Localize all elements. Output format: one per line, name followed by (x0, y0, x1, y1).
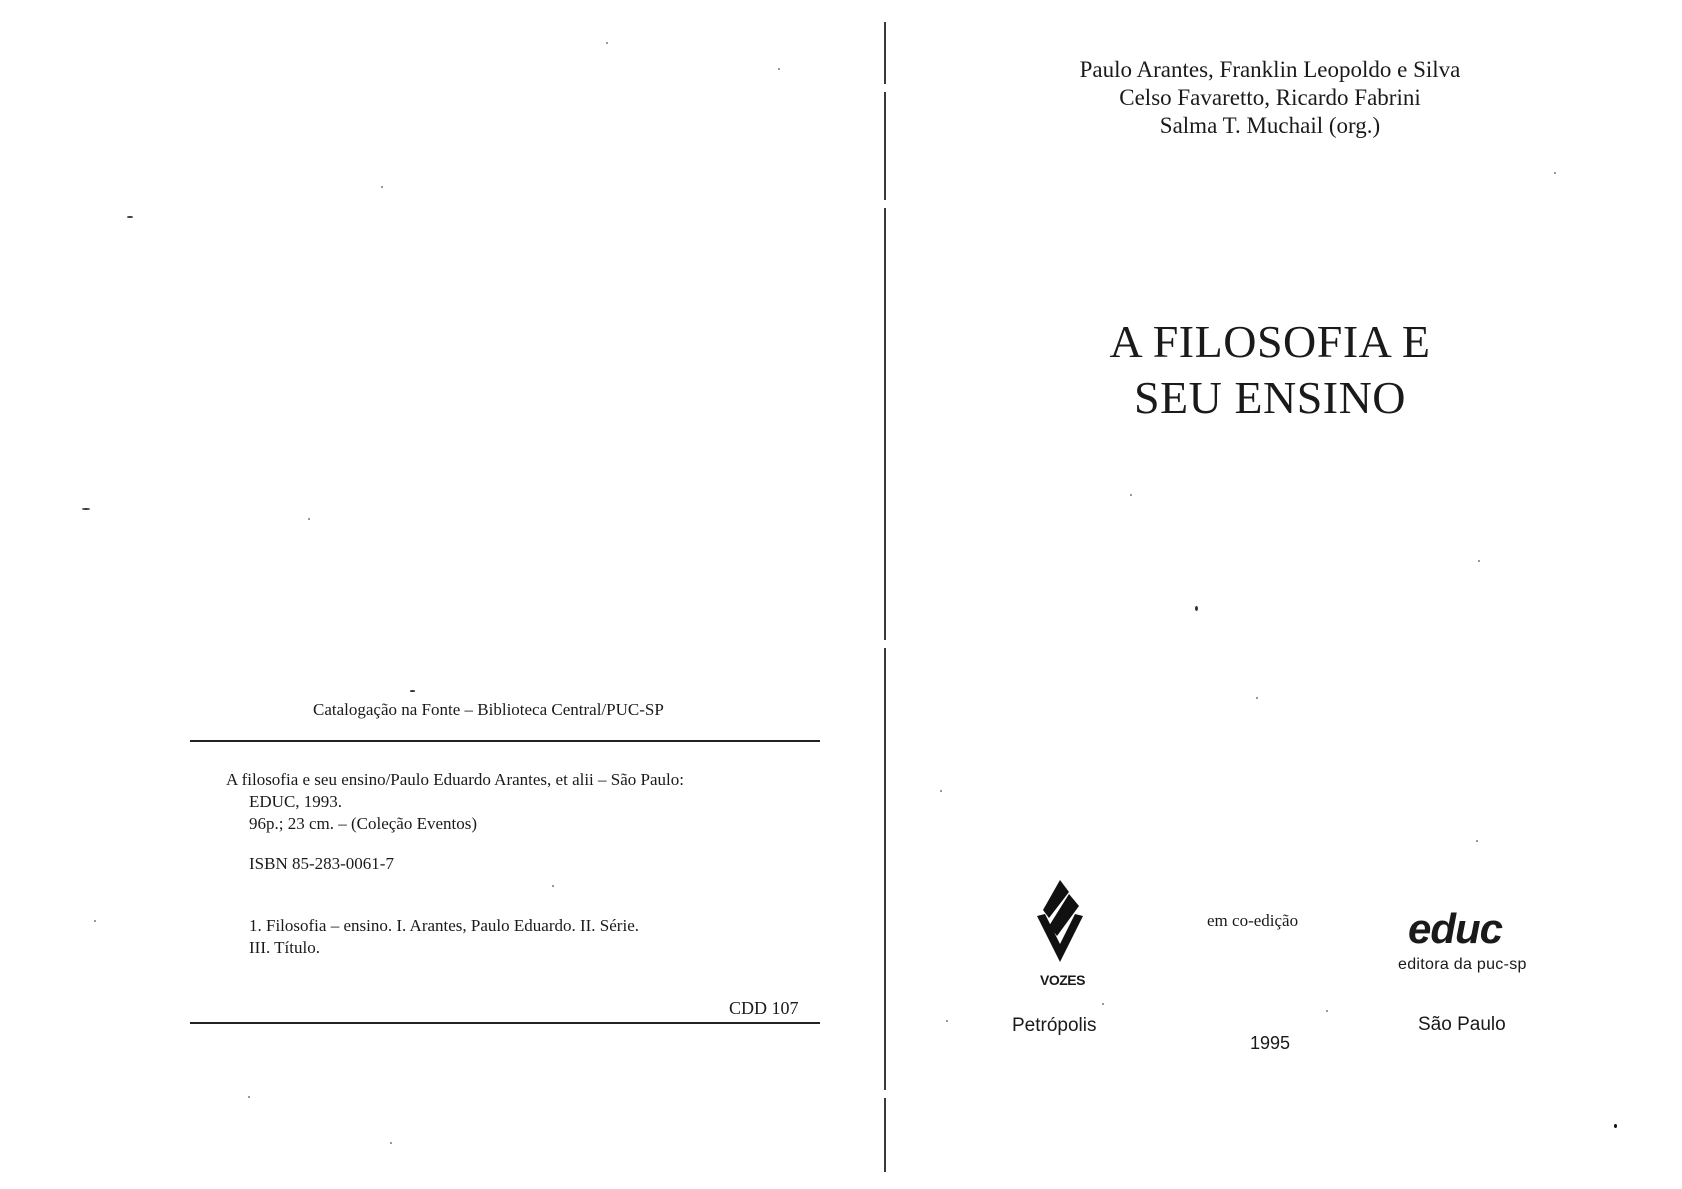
scan-speck (1478, 560, 1480, 562)
scan-speck (1195, 606, 1198, 611)
spine-gap (880, 640, 890, 648)
scan-speck (127, 216, 133, 218)
scan-speck (381, 186, 383, 188)
educ-logo-text: educ (1408, 905, 1503, 952)
city-petropolis: Petrópolis (1012, 1015, 1097, 1036)
cdd-number: CDD 107 (729, 998, 799, 1018)
city-sao-paulo: São Paulo (1418, 1014, 1506, 1035)
scan-speck (248, 1096, 250, 1098)
catalog-top-rule (190, 740, 820, 742)
catalog-header: Catalogação na Fonte – Biblioteca Central/PUC-SP (313, 700, 664, 719)
author-line: Salma T. Muchail (org.) (1159, 113, 1381, 138)
book-title (1000, 314, 1540, 426)
scan-speck (410, 690, 415, 692)
catalog-entry-line: A filosofia e seu ensino/Paulo Eduardo Arantes, et alii – São Paulo: (226, 770, 684, 789)
catalog-entry-line: 96p.; 23 cm. – (Coleção Eventos) (249, 814, 478, 833)
coedition-label: em co-edição (1207, 911, 1299, 930)
scan-speck (308, 518, 310, 520)
book-spine-line (884, 22, 886, 1172)
publication-year: 1995 (1250, 1033, 1291, 1053)
scan-speck (1554, 172, 1556, 174)
catalog-entry-line: EDUC, 1993. (249, 792, 343, 811)
scan-speck (390, 1142, 392, 1144)
educ-subtitle: editora da puc-sp (1398, 956, 1527, 973)
scan-speck (940, 790, 942, 792)
scan-speck (94, 920, 96, 922)
vozes-logo-text: VOZES (1040, 972, 1085, 988)
scan-speck (778, 68, 780, 70)
spine-gap (880, 84, 890, 92)
isbn: ISBN 85-283-0061-7 (249, 854, 394, 873)
title-line: A FILOSOFIA E (1109, 316, 1431, 367)
scan-speck (1256, 697, 1258, 699)
scan-speck (606, 42, 608, 44)
scan-speck (1476, 840, 1478, 842)
author-list (1000, 56, 1540, 140)
author-line: Paulo Arantes, Franklin Leopoldo e Silva (1079, 57, 1461, 82)
title-line: SEU ENSINO (1133, 372, 1407, 423)
scan-speck (552, 885, 554, 887)
author-line: Celso Favaretto, Ricardo Fabrini (1119, 85, 1421, 110)
subject-line: III. Título. (249, 938, 320, 957)
scan-speck (946, 1020, 948, 1022)
scan-speck (1614, 1124, 1617, 1128)
spine-gap (880, 200, 890, 208)
vozes-logo-icon (1035, 880, 1085, 962)
catalog-bottom-rule (190, 1022, 820, 1024)
scan-speck (1102, 1003, 1104, 1005)
spine-gap (880, 1090, 890, 1098)
scan-speck (1130, 494, 1132, 496)
scan-speck (1326, 1010, 1328, 1012)
subject-line: 1. Filosofia – ensino. I. Arantes, Paulo Eduardo. II. Série. (249, 916, 639, 935)
scan-speck (82, 508, 90, 510)
